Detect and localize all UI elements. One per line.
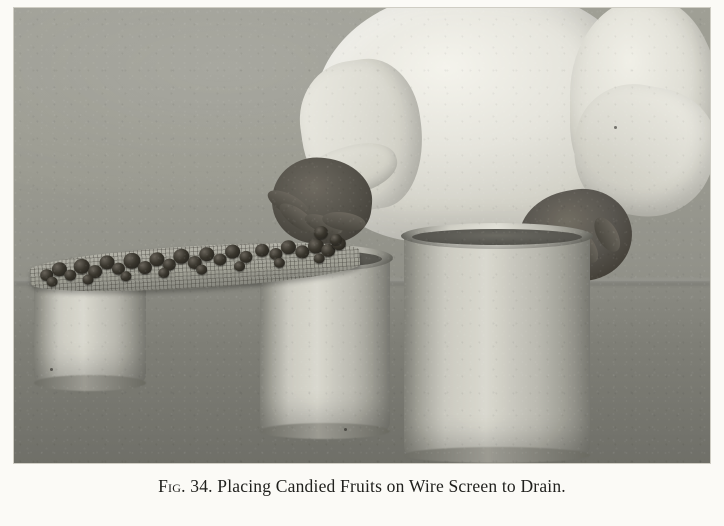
crock-middle-base [260,423,390,439]
crock-left-base [34,375,146,391]
photo-speck [50,368,53,371]
figure-caption [0,476,724,497]
figure-photo [14,8,710,463]
figure-number: Fig. 34. [158,476,213,496]
falling-fruit [314,226,328,239]
figure-caption-text: Placing Candied Fruits on Wire Screen to Drain. [217,476,566,496]
crock-right-base [404,447,590,463]
photo-speck [614,126,617,129]
photograph-image [14,8,710,463]
crock-right [404,234,590,456]
falling-fruit [330,234,342,245]
photo-speck [344,428,347,431]
crock-right-mouth [412,229,582,245]
